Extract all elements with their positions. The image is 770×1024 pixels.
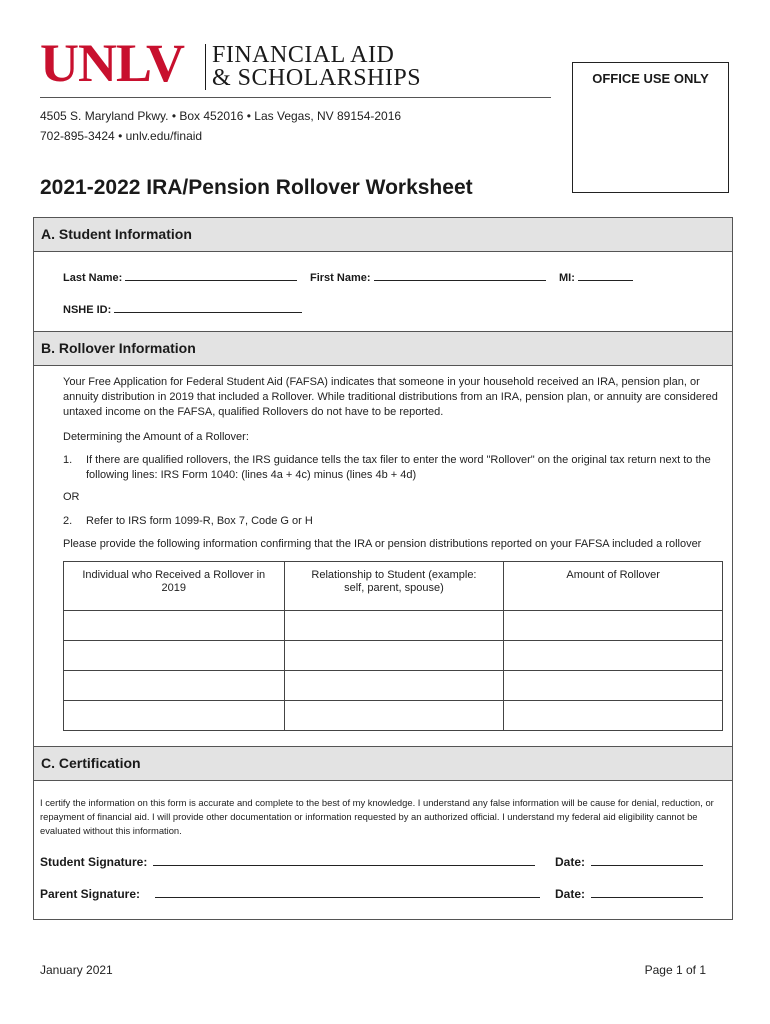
nshe-id-label: NSHE ID: (63, 304, 112, 316)
first-name-label: First Name: (310, 272, 371, 284)
section-b-heading: B. Rollover Information (33, 331, 733, 366)
student-signature-field[interactable] (40, 855, 535, 869)
relationship-cell[interactable] (284, 641, 504, 671)
amount-cell[interactable] (504, 671, 723, 701)
last-name-field[interactable] (63, 270, 297, 284)
nshe-id-line[interactable] (114, 302, 302, 313)
mi-line[interactable] (578, 270, 633, 281)
student-signature-line[interactable] (153, 855, 535, 866)
individual-cell[interactable] (64, 701, 285, 731)
page-title: 2021-2022 IRA/Pension Rollover Worksheet (40, 176, 473, 199)
rollover-intro: Your Free Application for Federal Student Aid (FAFSA) indicates that someone in your household received an IRA, pension plan, or annuity distribution in 2019 that included a Rollover. While traditional distributions from an IRA, pension plan, or annuity are considered untaxed income on the FAFSA, qualified Rollovers do not have to be reported. (63, 376, 718, 418)
table-row (64, 611, 723, 641)
student-date-field[interactable] (555, 855, 703, 869)
relationship-cell[interactable] (284, 671, 504, 701)
office-use-label: OFFICE USE ONLY (592, 71, 709, 86)
mi-label: MI: (559, 272, 575, 284)
individual-cell[interactable] (64, 641, 285, 671)
amount-cell[interactable] (504, 641, 723, 671)
contact-line: 702-895-3424 • unlv.edu/finaid (40, 129, 203, 143)
certification-text: I certify the information on this form is accurate and complete to the best of my knowledge. I understand any false information will be cause for denial, reduction, or repayment of financial aid. I will provide other documentation or information requested by an authorized official. I understand my federal aid eligibility cannot be evaluated without this information. (40, 797, 714, 836)
item-1-text: If there are qualified rollovers, the IRS guidance tells the tax filer to enter the word "Rollover" on the original tax return next to the following lines: IRS Form 1040: (lines 4a + 4c) minus (lines 4b + 4d) (86, 454, 711, 481)
item-2-text: Refer to IRS form 1099-R, Box 7, Code G or H (86, 515, 313, 527)
unlv-logo: UNLV (40, 33, 185, 93)
parent-signature-field[interactable] (40, 887, 540, 901)
amount-cell[interactable] (504, 611, 723, 641)
parent-signature-label: Parent Signature: (40, 887, 141, 901)
last-name-line[interactable] (125, 270, 297, 281)
department-line-2: & SCHOLARSHIPS (212, 65, 422, 91)
or-text: OR (63, 491, 80, 503)
last-name-label: Last Name: (63, 272, 123, 284)
student-date-line[interactable] (591, 855, 703, 866)
first-name-field[interactable] (310, 270, 546, 284)
revision-date: January 2021 (40, 963, 113, 977)
nshe-id-field[interactable] (63, 302, 302, 316)
column-header-relationship: Relationship to Student (example: self, parent, spouse) (284, 562, 504, 611)
parent-date-field[interactable] (555, 887, 703, 901)
address-line: 4505 S. Maryland Pkwy. • Box 452016 • Las Vegas, NV 89154-2016 (40, 109, 402, 123)
determining-heading: Determining the Amount of a Rollover: (63, 431, 249, 443)
parent-signature-line[interactable] (155, 887, 540, 898)
individual-cell[interactable] (64, 671, 285, 701)
parent-date-label: Date: (555, 887, 586, 901)
item-1-number: 1. (63, 454, 73, 466)
department-name (212, 44, 421, 90)
parent-date-line[interactable] (591, 887, 703, 898)
relationship-cell[interactable] (284, 611, 504, 641)
page-number: Page 1 of 1 (644, 963, 706, 977)
section-a-heading: A. Student Information (33, 217, 733, 252)
first-name-line[interactable] (374, 270, 546, 281)
header-divider (40, 97, 551, 98)
logo-divider (205, 44, 206, 90)
department-line-1: FINANCIAL AID (212, 42, 395, 68)
mi-field[interactable] (559, 270, 633, 284)
relationship-cell[interactable] (284, 701, 504, 731)
individual-cell[interactable] (64, 611, 285, 641)
table-row (64, 671, 723, 701)
column-header-individual: Individual who Received a Rollover in 2019 (64, 562, 285, 611)
amount-cell[interactable] (504, 701, 723, 731)
student-date-label: Date: (555, 855, 586, 869)
table-row (64, 701, 723, 731)
student-signature-label: Student Signature: (40, 855, 148, 869)
office-use-box (572, 62, 729, 193)
column-header-amount: Amount of Rollover (504, 562, 723, 611)
rollover-table (63, 561, 723, 731)
table-header-row (64, 562, 723, 611)
item-2-number: 2. (63, 515, 73, 527)
provide-text: Please provide the following information confirming that the IRA or pension distributions reported on your FAFSA included a rollover (63, 538, 702, 550)
table-row (64, 641, 723, 671)
section-c-heading: C. Certification (33, 746, 733, 781)
